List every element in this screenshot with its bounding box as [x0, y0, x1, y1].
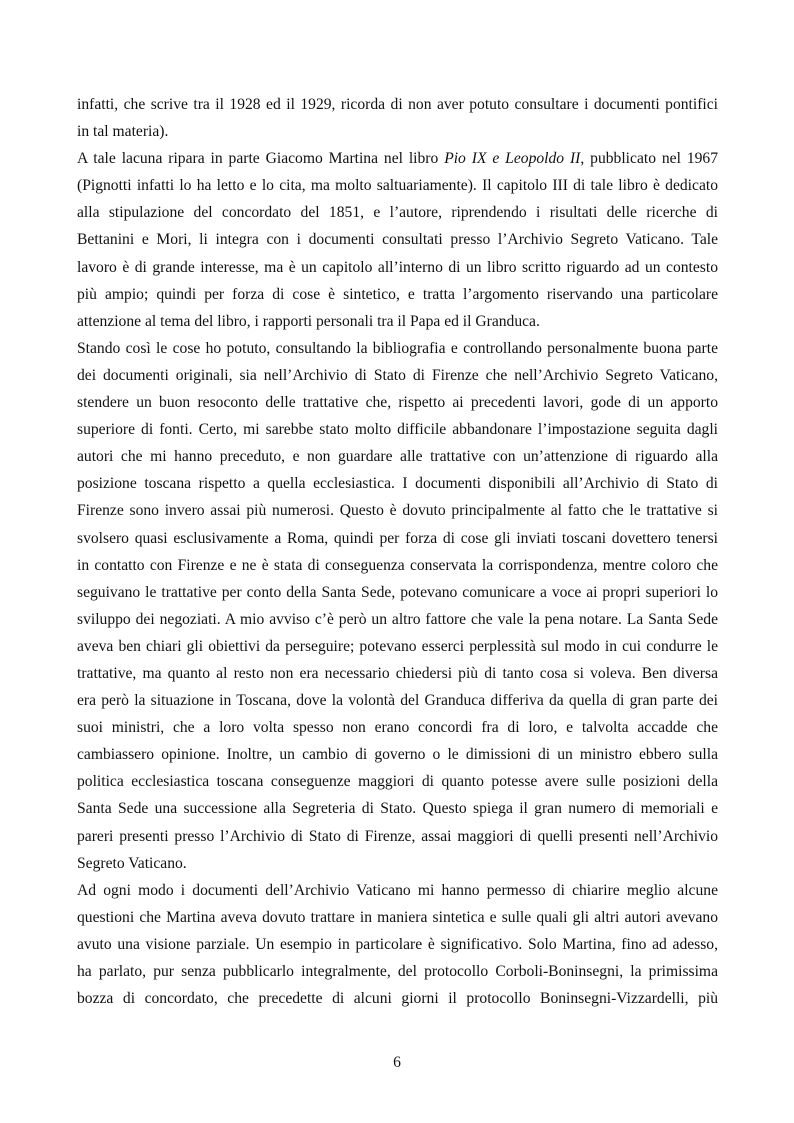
text-line: cambiassero opinione. Inoltre, un cambio di governo o le dimissioni di un ministro ebbero sulla — [77, 746, 718, 764]
text-line: sviluppo dei negoziati. A mio avviso c’è però un altro fattore che vale la pena notare. La Santa Sede — [77, 610, 718, 628]
text-line: dei documenti originali, sia nell’Archivio di Stato di Firenze che nell’Archivio Segreto Vaticano, — [77, 366, 718, 384]
document-body — [77, 91, 718, 1012]
paragraph — [77, 335, 718, 877]
text-line: Firenze sono invero assai più numerosi. Questo è dovuto principalmente al fatto che le trattative si — [77, 502, 718, 520]
text-line: superiore di fonti. Certo, mi sarebbe stato molto difficile abbandonare l’impostazione seguita dagli — [77, 421, 718, 439]
text-line: più ampio; quindi per forza di cose è sintetico, e tratta l’argomento riservando una particolare — [77, 285, 718, 303]
text-line: Bettanini e Mori, li integra con i documenti consultati presso l’Archivio Segreto Vaticano. Tale — [77, 231, 718, 249]
text-container — [77, 91, 718, 1012]
text-line: alla stipulazione del concordato del 1851, e l’autore, riprendendo i risultati delle ricerche di — [77, 204, 718, 222]
text-line: pareri presenti presso l’Archivio di Stato di Firenze, assai maggiori di quelli presenti nell’Archivio — [77, 827, 718, 845]
text-line: avuto una visione parziale. Un esempio in particolare è significativo. Solo Martina, fino ad adesso, — [77, 935, 718, 953]
text-line: stendere un buon resoconto delle trattative che, rispetto ai precedenti lavori, gode di un apporto — [77, 394, 718, 412]
text-line: Segreto Vaticano. — [77, 854, 187, 872]
text-line: Ad ogni modo i documenti dell’Archivio Vaticano mi hanno permesso di chiarire meglio alcune — [77, 881, 718, 899]
text-line: politica ecclesiastica toscana conseguenze maggiori di quanto potesse avere sulle posizioni della — [77, 773, 718, 791]
book-title: Pio IX e Leopoldo II — [444, 150, 581, 168]
text-line: (Pignotti infatti lo ha letto e lo cita, ma molto saltuariamente). Il capitolo III di tale libro è dedicato — [77, 177, 718, 195]
text-line: Santa Sede una successione alla Segreteria di Stato. Questo spiega il gran numero di memoriali e — [77, 800, 718, 818]
text-line: lavoro è di grande interesse, ma è un capitolo all’interno di un libro scritto riguardo ad un contesto — [77, 258, 718, 276]
text-line: Stando così le cose ho potuto, consultando la bibliografia e controllando personalmente buona parte — [77, 339, 718, 357]
text-line: questioni che Martina aveva dovuto trattare in maniera sintetica e sulle quali gli altri autori avevano — [77, 908, 718, 926]
paragraph — [77, 877, 718, 1012]
paragraph — [77, 91, 718, 145]
text-line: in tal materia). — [77, 123, 169, 141]
text-line: A tale lacuna ripara in parte Giacomo Martina nel libro Pio IX e Leopoldo II, pubblicato nel 1967 — [77, 150, 719, 168]
text-line: bozza di concordato, che precedette di alcuni giorni il protocollo Boninsegni-Vizzardelli, più — [77, 990, 718, 1008]
text-line: suoi ministri, che a loro volta spesso non erano concordi fra di loro, e talvolta accadde che — [77, 719, 718, 737]
text-line: era però la situazione in Toscana, dove la volontà del Granduca differiva da quella di gran parte dei — [77, 692, 718, 710]
text-line: trattative, ma quanto al resto non era necessario chiedersi più di tanto cosa si voleva. Ben diversa — [77, 664, 718, 682]
text-line: aveva ben chiari gli obiettivi da perseguire; potevano esserci perplessità sul modo in cui condurre le — [77, 637, 718, 655]
text-line: ha parlato, pur senza pubblicarlo integralmente, del protocollo Corboli-Boninsegni, la primissima — [77, 963, 718, 980]
text-line: attenzione al tema del libro, i rapporti personali tra il Papa ed il Granduca. — [77, 312, 540, 330]
text-line: in contatto con Firenze e ne è stata di conseguenza conservata la corrispondenza, mentre coloro che — [77, 556, 718, 574]
paragraph — [77, 145, 718, 335]
text-line: svolsero quasi esclusivamente a Roma, quindi per forza di cose gli inviati toscani dovettero tenersi — [77, 529, 718, 547]
text-line: seguivano le trattative per conto della Santa Sede, potevano comunicare a voce ai propri superiori lo — [77, 583, 718, 601]
text-line: posizione toscana rispetto a quella ecclesiastica. I documenti disponibili all’Archivio di Stato di — [77, 475, 718, 493]
text-line: autori che mi hanno preceduto, e non guardare alle trattative con un’attenzione di riguardo alla — [77, 448, 718, 466]
text-line: infatti, che scrive tra il 1928 ed il 1929, ricorda di non aver potuto consultare i documenti pontifici — [77, 96, 718, 113]
page-number: 6 — [393, 1054, 401, 1071]
